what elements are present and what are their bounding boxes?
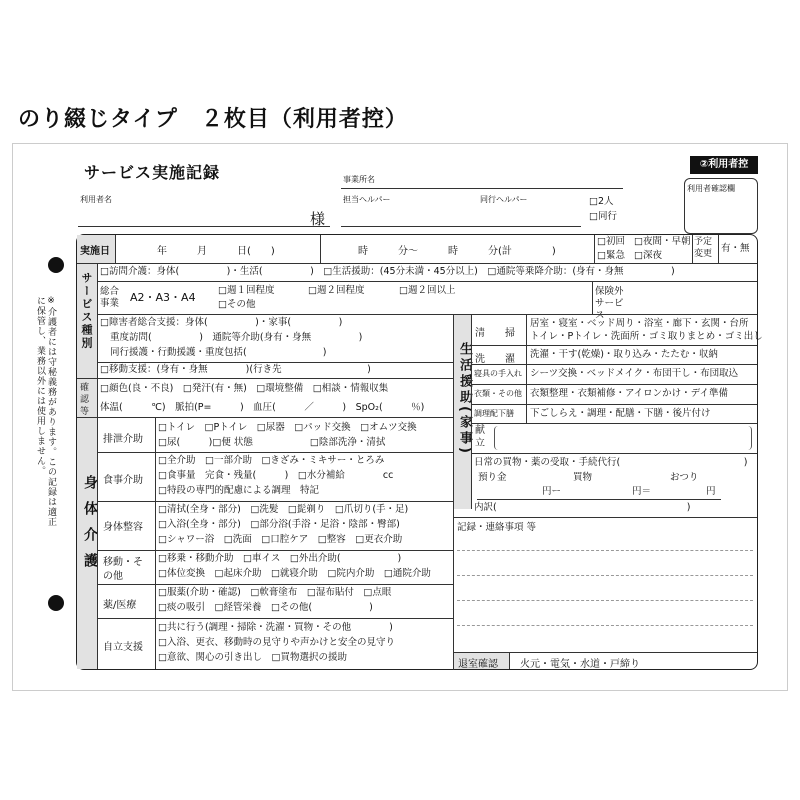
phys-row-label-0: 排泄介助 [103,434,143,445]
physical-divider [97,418,98,669]
rule-yen [477,499,721,500]
user-name-label: 利用者名 [80,195,112,204]
rule-phys-1 [97,501,453,502]
phys-row-label-4: 薬/医療 [103,600,137,611]
physical-subdivider [155,418,156,669]
office-field[interactable] [341,188,623,189]
life-row-3-line-1[interactable]: 衣類整理・衣類補修・アイロンかけ・デイ準備 [530,388,728,399]
binder-hole-bottom [48,595,64,611]
date-label: 実施日 [80,246,110,257]
rule-phys-3 [97,584,453,585]
life-row-label-2: 寝具の手入れ [474,369,522,378]
date-divider-3 [594,235,595,263]
sogo-option-1[interactable]: □週１回程度 [218,285,275,296]
vitals-line[interactable]: 体温( ℃) 脈拍(P= ) 血圧( ／ ) SpO₂( ％) [100,402,425,413]
night-check[interactable]: □夜間・早朝 [634,236,691,247]
phys-row-2-line-2[interactable]: □入浴(全身・部分) □部分浴(手浴・足浴・陰部・臀部) [158,519,400,530]
phys-row-5-line-3[interactable]: □意欲、関心の引き出し □買物選択の援助 [158,652,347,663]
phys-row-3-line-1[interactable]: □移乗・移動介助 □車イス □外出介助( ) [158,553,402,564]
rule-life-2 [471,384,757,385]
emergency-check[interactable]: □緊急 [597,250,625,261]
service-type-label: サービス種別 [80,272,93,350]
phys-row-5-line-1[interactable]: □共に行う(調理・掃除・洗濯・買物・その他 ) [158,622,393,633]
notes-area[interactable] [455,536,755,650]
physical-care-label: 身体介護 [82,475,98,579]
user-confirm-label: 利用者確認欄 [687,184,735,193]
sogo-other[interactable]: □その他 [218,299,256,310]
copy-badge [690,156,758,174]
shopping-line[interactable]: 日常の買物・薬の受取・手続代行( ) [474,457,748,468]
sogo-option-3[interactable]: □週２回以上 [399,285,456,296]
rule-life-3 [471,404,757,405]
helper-field[interactable] [341,226,581,227]
phys-row-0-line-1[interactable]: □トイレ □Pトイレ □尿器 □パッド交換 □オムツ交換 [158,422,417,433]
rule-service-3 [97,362,453,363]
phys-row-1-line-1[interactable]: □全介助 □一部介助 □きざみ・ミキサー・とろみ [158,455,385,466]
companion-label: 同行ヘルパー [480,195,528,204]
copy-badge-label: ②利用者控 [699,159,749,170]
rule-service-end [77,378,453,379]
phys-row-5-line-2[interactable]: □入浴、更衣、移動時の見守りや声かけと安全の見守り [158,637,395,648]
check-label: 確認等 [80,383,90,417]
phys-row-0-line-2[interactable]: □尿( )□便 状態 □陰部洗浄・清拭 [158,437,386,448]
life-row-label-1: 洗 濯 [475,354,515,365]
accompany-check[interactable]: □同行 [589,211,617,222]
life-row-0-line-1[interactable]: 居室・寝室・ベッド周り・浴室・廊下・玄関・台所 [530,318,749,329]
date-divider-4 [692,235,693,263]
rule-date [77,263,757,264]
sogo-codes[interactable]: A2・A3・A4 [130,291,196,304]
phys-row-2-line-1[interactable]: □清拭(全身・部分) □洗髪 □髭剃り □爪切り(手・足) [158,504,409,515]
life-row-label-3: 衣類・その他 [474,389,522,398]
exit-items[interactable]: 火元・電気・水道・戸締り [520,659,640,670]
helper-label: 担当ヘルパー [343,195,391,204]
rule-phys-2 [97,550,453,551]
life-row-4-line-1[interactable]: 下ごしらえ・調理・配膳・下膳・後片付け [530,408,711,419]
phys-row-4-line-2[interactable]: □痰の吸引 □経管栄養 □その他( ) [158,602,373,613]
two-people-check[interactable]: □2人 [589,196,614,207]
life-row-1-line-1[interactable]: 洗濯・干す(乾燥)・取り込み・たたむ・収納 [530,349,718,360]
phys-row-1-line-3[interactable]: □特段の専門的配慮による調理 特記 [158,485,319,496]
disability-line-4[interactable]: □移動支援：(身有・身無 )(行き先 ) [100,364,371,375]
life-row-label-0: 清 掃 [475,328,515,339]
rule-phys-4 [97,618,453,619]
office-label: 事業所名 [343,175,375,184]
phys-row-2-line-3[interactable]: □シャワー浴 □洗面 □口腔ケア □整容 □更衣介助 [158,534,403,545]
exit-divider [509,653,510,669]
purchase-yen[interactable]: 円＝ [632,486,652,497]
phys-row-label-3: 移動・その他 [103,557,143,582]
purchase-label: 買物 [573,472,593,483]
life-row-2-line-1[interactable]: シーツ交換・ベッドメイク・布団干し・布団取込 [530,368,739,379]
date-divider-5 [718,235,719,263]
date-value[interactable]: 年 月 日( ) [157,246,275,257]
check-line-1[interactable]: □顔色(良・不良) □発汗(有・無) □環境整備 □相談・情報収集 [100,383,389,394]
notes-label: 記録・連絡事項 等 [457,522,537,533]
plan-change-label: 予定変更 [694,237,713,259]
deposit-label: 預り金 [478,472,507,483]
disability-line-3[interactable]: 同行援護・行動援護・重度包括( ) [110,347,327,358]
life-row-0-line-2[interactable]: トイレ・Pトイレ・洗面所・ゴミ取りまとめ・ゴミ出し [530,331,763,342]
sogo-option-2[interactable]: □週２回程度 [308,285,365,296]
insurance-outside[interactable]: 保険外サービス [595,286,624,321]
menu-label: 献立 [475,425,485,449]
page-heading: のり綴じタイプ ２枚目（利用者控） [18,107,408,132]
phys-row-label-5: 自立支援 [103,642,143,653]
form-title: サービス実施記録 [84,163,221,182]
change-label: おつり [670,472,699,483]
insurance-divider [592,282,593,314]
honorific: 様 [310,210,326,228]
phys-row-4-line-1[interactable]: □服薬(介助・確認) □軟膏塗布 □湿布貼付 □点眼 [158,587,392,598]
plan-change-options[interactable]: 有・無 [721,243,750,254]
user-name-field[interactable] [78,226,330,227]
rule-life-end [453,517,757,518]
late-night-check[interactable]: □深夜 [634,250,662,261]
change-yen[interactable]: 円 [706,486,716,497]
disability-line-1[interactable]: □障害者総合支援：身体( )・家事( ) [100,317,343,328]
disability-line-2[interactable]: 重度訪問( ) 通院等介助(身有・身無 ) [110,332,363,343]
date-divider-1 [115,235,116,263]
phys-row-label-2: 身体整容 [103,522,143,533]
phys-row-label-1: 食事介助 [103,475,143,486]
sogo-label: 総合事業 [100,286,120,309]
rule-phys-0 [97,452,453,453]
rule-life-1 [471,364,757,365]
confidentiality-note: ※介護者には守秘義務があります。この記録は適正に保管し、業務以外には使用しません。 [35,296,56,527]
breakdown-line[interactable]: 内訳( ) [474,502,691,513]
binder-hole-top [48,257,64,273]
menu-field[interactable] [494,426,752,450]
check-divider [97,379,98,417]
phys-row-1-line-2[interactable]: □食事量 完食・残量( ) □水分補給 cc [158,470,394,481]
rule-life-0 [471,345,757,346]
phys-row-3-line-2[interactable]: □体位変換 □起床介助 □就寝介助 □院内介助 □通院介助 [158,568,431,579]
rule-menu [471,453,757,454]
rule-life-4 [471,423,757,424]
rule-service-1 [97,281,757,282]
deposit-yen[interactable]: 円ー [542,486,562,497]
date-divider-2 [320,235,321,263]
life-support-label: 生活援助(家事) [457,342,472,456]
service-row-1[interactable]: □訪問介護：身体( )・生活( ) □生活援助：(45分未満・45分以上) □通院等乗降介助：(身有・身無 ) [100,266,675,277]
exit-label: 退室確認 [458,659,498,670]
time-value[interactable]: 時 分〜 時 分(計 ) [358,246,556,257]
life-row-label-4: 調理配下膳 [474,409,514,418]
first-visit-check[interactable]: □初回 [597,236,625,247]
rule-service-2 [97,314,757,315]
rule-check-end [77,417,453,418]
life-subdivider [526,315,527,423]
